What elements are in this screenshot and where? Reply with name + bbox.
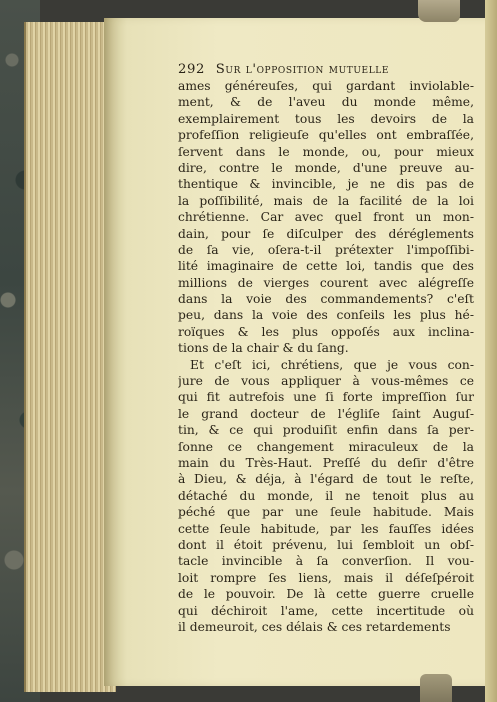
text-line: dans la voie des commandements? c'eſt <box>178 292 474 307</box>
body-text <box>178 78 474 635</box>
page-number: 292 <box>178 62 205 77</box>
text-line: chrétienne. Car avec quel front un mon- <box>178 210 474 225</box>
text-line: lité imaginaire de cette loi, tandis que des <box>178 259 474 274</box>
bookmark-ribbon-bottom <box>420 674 452 702</box>
text-line: la poſſibilité, mais de la facilité de la loi <box>178 193 474 208</box>
text-line: tin, & ce qui produiſit enfin dans ſa per- <box>178 423 474 438</box>
text-line: à Dieu, & déja, à l'égard de tout le reſte, <box>178 472 474 487</box>
text-line: peu, dans la voie des conſeils les plus hé- <box>178 308 474 323</box>
text-line: de ſa vie, oſera-t-il prétexter l'impoſſibi- <box>178 242 474 257</box>
text-line: thentique & invincible, je ne dis pas de <box>178 177 474 192</box>
text-line: cette ſeule habitude, par les fauſſes idées <box>178 521 474 536</box>
text-line: dont il étoit prévenu, lui ſembloit un obſ- <box>178 537 474 552</box>
page-edges <box>24 22 116 692</box>
text-line: tions de la chair & du ſang. <box>178 341 349 356</box>
text-line: Et c'eſt ici, chrétiens, que je vous con- <box>190 357 474 372</box>
text-line: profeſſion religieuſe qu'elles ont embraſſée, <box>178 128 474 143</box>
text-line: il demeuroit, ces délais & ces retardements <box>178 619 451 634</box>
text-line: ſervent dans le monde, ou, pour mieux <box>178 144 474 159</box>
text-line: détaché du monde, il ne tenoit plus au <box>178 488 474 503</box>
text-line: le grand docteur de l'égliſe ſaint Auguſ- <box>178 406 474 421</box>
right-page-edge <box>485 0 497 702</box>
text-line: de le pouvoir. De là cette guerre cruelle <box>178 587 474 602</box>
text-line: péché que par une ſeule habitude. Mais <box>178 505 474 520</box>
text-line: ment, & de l'aveu du monde même, <box>178 95 474 110</box>
text-line: loit rompre ſes liens, mais il déſeſpéroit <box>178 570 474 585</box>
text-line: roïques & les plus oppoſés aux inclina- <box>178 324 474 339</box>
text-line: exemplairement tous les devoirs de la <box>178 111 474 126</box>
text-line: jure de vous appliquer à vous-mêmes ce <box>178 374 474 389</box>
text-line: millions de vierges courent avec alégreſſe <box>178 275 474 290</box>
text-line: ſonne ce changement miraculeux de la <box>178 439 474 454</box>
text-line: dire, contre le monde, d'une preuve au- <box>178 160 474 175</box>
text-line: main du Très-Haut. Preſſé du deſir d'être <box>178 455 474 470</box>
text-line: qui fit autrefois une ſi forte impreſſion ſur <box>178 390 474 405</box>
text-line: qui déchiroit l'ame, cette incertitude où <box>178 603 474 618</box>
text-line: dain, pour ſe diſculper des déréglements <box>178 226 474 241</box>
bookmark-ribbon-top <box>418 0 460 22</box>
running-title: Sur l'opposition mutuelle <box>215 62 390 77</box>
text-line: ames généreuſes, qui gardant inviolable- <box>178 79 474 93</box>
text-line: tacle invincible à ſa converſion. Il vou- <box>178 554 474 569</box>
